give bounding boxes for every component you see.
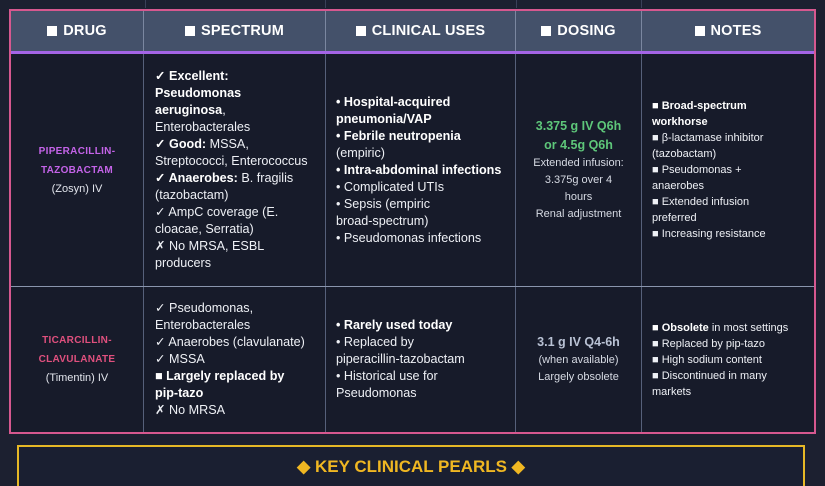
list-item-bold: workhorse xyxy=(652,116,708,128)
spectrum-cell xyxy=(144,287,326,432)
list-item-text: B. fragilis xyxy=(237,171,294,185)
list-item-text: cloacae, Serratia) xyxy=(155,222,254,236)
list-item xyxy=(155,351,325,368)
list-item xyxy=(652,336,814,352)
list-item xyxy=(652,146,814,162)
drug-brand: (Timentin) IV xyxy=(45,372,109,384)
table-row xyxy=(11,54,814,287)
dosing-cell xyxy=(516,54,642,286)
list-item-bold: pip-tazo xyxy=(155,386,204,400)
list-item-bold: aeruginosa xyxy=(155,103,223,117)
list-item xyxy=(336,317,515,334)
list-item xyxy=(652,368,814,384)
dose-detail: Extended infusion: xyxy=(533,157,624,169)
list-item xyxy=(652,162,814,178)
list-item-text: , xyxy=(222,103,226,117)
list-item-text: ■ β-lactamase inhibitor xyxy=(652,132,764,144)
notes-cell xyxy=(642,287,814,432)
list-item xyxy=(155,136,325,153)
list-item-text: ■ Replaced by pip-tazo xyxy=(652,337,766,350)
list-item xyxy=(155,334,325,351)
list-item xyxy=(336,145,515,162)
square-icon xyxy=(541,26,551,36)
background-line xyxy=(516,0,517,8)
dose-detail: 3.375g over 4 xyxy=(544,174,613,186)
list-item xyxy=(336,334,515,351)
list-item xyxy=(336,213,515,230)
list-item xyxy=(336,230,515,247)
dose-detail: hours xyxy=(564,191,593,203)
list-item-text: (empiric) xyxy=(336,145,385,160)
list-item xyxy=(336,94,515,111)
list-item-text: ■ Pseudomonas + xyxy=(652,164,742,176)
list-item-text: ■ Extended infusion xyxy=(652,196,750,208)
square-icon xyxy=(185,26,195,36)
list-item xyxy=(652,114,814,130)
list-item xyxy=(155,402,325,419)
dose-main: 3.375 g IV Q6h xyxy=(535,119,622,133)
background-line xyxy=(325,0,326,8)
list-item xyxy=(155,300,325,317)
pearls-title: ◆ KEY CLINICAL PEARLS ◆ xyxy=(297,457,525,476)
list-item-text: ✗ No MRSA, ESBL xyxy=(155,239,265,253)
drug-name: CLAVULANATE xyxy=(38,354,116,365)
square-icon xyxy=(695,26,705,36)
dose-detail: Largely obsolete xyxy=(538,371,619,383)
list-item xyxy=(652,352,814,368)
list-item xyxy=(652,178,814,194)
list-item xyxy=(155,204,325,221)
list-item-text: • Complicated UTIs xyxy=(336,179,444,194)
list-item-text: in most settings xyxy=(708,321,789,334)
list-item xyxy=(155,170,325,187)
list-item-text: ✓ AmpC coverage (E. xyxy=(155,205,279,219)
list-item xyxy=(155,255,325,272)
drug-comparison-table xyxy=(9,9,816,434)
list-item xyxy=(336,111,515,128)
list-item-text: broad-spectrum) xyxy=(336,213,429,228)
list-item-text: Pseudomonas xyxy=(336,386,417,400)
list-item-text: • Replaced by xyxy=(336,335,414,349)
list-item-bold: ✓ Good: xyxy=(155,137,207,151)
list-item xyxy=(652,98,814,114)
header-drug: DRUG xyxy=(11,11,144,51)
drug-name: PIPERACILLIN- xyxy=(38,145,116,157)
list-item-text: ■ High sodium content xyxy=(652,353,762,366)
background-line xyxy=(145,0,146,8)
spectrum-cell xyxy=(144,54,326,286)
list-item-text: MSSA, xyxy=(206,137,249,151)
list-item xyxy=(336,128,515,145)
table-header xyxy=(11,11,814,54)
drug-cell xyxy=(11,287,144,432)
dose-detail: Renal adjustment xyxy=(535,208,622,220)
list-item-bold: ■ Largely replaced by xyxy=(155,369,285,383)
list-item xyxy=(652,384,814,400)
drug-name: TICARCILLIN- xyxy=(42,335,112,346)
header-spectrum: SPECTRUM xyxy=(144,11,326,51)
list-item-text: (tazobactam) xyxy=(652,148,717,160)
drug-cell xyxy=(11,54,144,286)
list-item xyxy=(652,320,814,336)
list-item-text: Enterobacterales xyxy=(155,120,251,134)
dose-main: or 4.5g Q6h xyxy=(544,138,613,152)
list-item-text: anaerobes xyxy=(652,180,704,192)
list-item xyxy=(155,221,325,238)
background-line xyxy=(641,0,642,8)
list-item-text: ■ Increasing resistance xyxy=(652,228,766,240)
dose-main: 3.1 g IV Q4-6h xyxy=(537,335,620,349)
list-item-bold: ■ Obsolete xyxy=(652,321,709,334)
list-item xyxy=(155,238,325,255)
list-item xyxy=(155,187,325,204)
list-item-text: ✗ No MRSA xyxy=(155,403,226,417)
list-item-text: piperacillin-tazobactam xyxy=(336,352,465,366)
list-item-bold: • Hospital-acquired xyxy=(336,94,451,109)
list-item-text: producers xyxy=(155,256,212,270)
list-item-text: ✓ Pseudomonas, xyxy=(155,301,254,315)
list-item-bold: ✓ Anaerobes: xyxy=(155,171,238,185)
list-item-bold: pneumonia/VAP xyxy=(336,111,432,126)
header-clinical-uses: CLINICAL USES xyxy=(326,11,516,51)
list-item-text: Enterobacterales xyxy=(155,318,251,332)
list-item-text: ■ Discontinued in many xyxy=(652,369,767,382)
list-item-bold: • Intra-abdominal infections xyxy=(336,162,502,177)
list-item xyxy=(336,351,515,368)
list-item-text: ✓ Anaerobes (clavulanate) xyxy=(155,335,305,349)
dosing-cell xyxy=(516,287,642,432)
list-item xyxy=(155,68,325,85)
list-item xyxy=(652,226,814,242)
square-icon xyxy=(356,26,366,36)
list-item-bold: ■ Broad-spectrum xyxy=(652,100,747,112)
list-item xyxy=(155,317,325,334)
list-item xyxy=(155,153,325,170)
list-item xyxy=(155,85,325,102)
list-item-text: ✓ MSSA xyxy=(155,352,205,366)
list-item-text: • Sepsis (empiric xyxy=(336,196,430,211)
clinical-uses-cell xyxy=(326,54,516,286)
list-item xyxy=(336,179,515,196)
list-item xyxy=(652,210,814,226)
list-item-text: (tazobactam) xyxy=(155,188,229,202)
list-item xyxy=(652,194,814,210)
list-item-bold: • Rarely used today xyxy=(336,318,453,332)
notes-cell xyxy=(642,54,814,286)
list-item-text: Streptococci, Enterococcus xyxy=(155,154,308,168)
drug-name: TAZOBACTAM xyxy=(40,164,114,176)
key-clinical-pearls-banner xyxy=(17,445,805,486)
header-notes: NOTES xyxy=(642,11,814,51)
list-item xyxy=(336,162,515,179)
list-item-text: preferred xyxy=(652,212,697,224)
drug-brand: (Zosyn) IV xyxy=(51,182,103,195)
list-item xyxy=(336,368,515,385)
square-icon xyxy=(47,26,57,36)
list-item xyxy=(155,102,325,119)
list-item xyxy=(155,119,325,136)
header-dosing: DOSING xyxy=(516,11,642,51)
list-item xyxy=(336,385,515,402)
list-item-text: markets xyxy=(652,385,692,398)
list-item xyxy=(652,130,814,146)
list-item xyxy=(336,196,515,213)
list-item-bold: ✓ Excellent: xyxy=(155,69,229,83)
dose-detail: (when available) xyxy=(538,354,619,366)
clinical-uses-cell xyxy=(326,287,516,432)
list-item xyxy=(155,368,325,385)
list-item-text: • Historical use for xyxy=(336,369,438,383)
table-row xyxy=(11,287,814,432)
list-item-bold: • Febrile neutropenia xyxy=(336,128,461,143)
list-item xyxy=(155,385,325,402)
list-item-text: • Pseudomonas infections xyxy=(336,230,482,245)
list-item-bold: Pseudomonas xyxy=(155,86,242,100)
